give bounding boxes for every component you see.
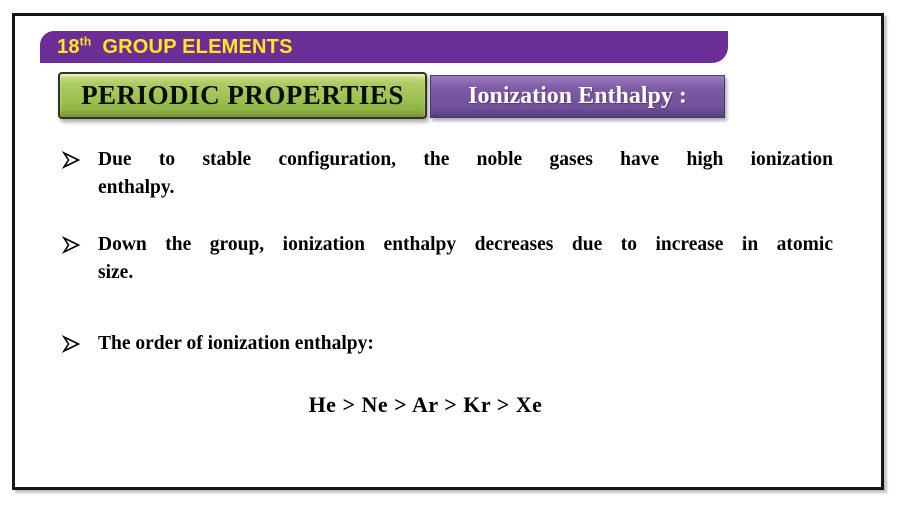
bullet-1-line-2: enthalpy.	[98, 177, 175, 198]
banner-group-number: 18	[57, 35, 80, 58]
topic-label-text: Ionization Enthalpy :	[468, 83, 687, 109]
ionization-enthalpy-order: He > Ne > Ar > Kr > Xe	[308, 392, 543, 417]
periodic-properties-button	[58, 72, 427, 119]
bullet-item-3	[62, 330, 833, 358]
arrowhead-right-icon	[62, 330, 98, 353]
periodic-properties-label: PERIODIC PROPERTIES	[81, 80, 404, 110]
bullet-2-line-2: size.	[98, 262, 134, 283]
title-banner	[40, 31, 728, 63]
bullet-item-1	[62, 146, 833, 202]
banner-ordinal-suffix: th	[79, 33, 92, 48]
bullet-text-2	[98, 231, 833, 287]
bullet-text-3	[98, 330, 833, 358]
arrowhead-right-icon	[62, 146, 98, 169]
bullet-3-line-1: The order of ionization enthalpy:	[98, 333, 374, 354]
bullet-text-1	[98, 146, 833, 202]
banner-title	[57, 33, 293, 59]
arrowhead-right-icon	[62, 231, 98, 254]
bullet-2-line-1: Down the group, ionization enthalpy decreases due to increase in atomic	[98, 234, 833, 255]
banner-title-text: GROUP ELEMENTS	[102, 35, 293, 58]
bullet-item-2	[62, 231, 833, 287]
bullet-1-line-1: Due to stable configuration, the noble gases have high ionization	[98, 149, 833, 170]
topic-label	[430, 75, 725, 118]
